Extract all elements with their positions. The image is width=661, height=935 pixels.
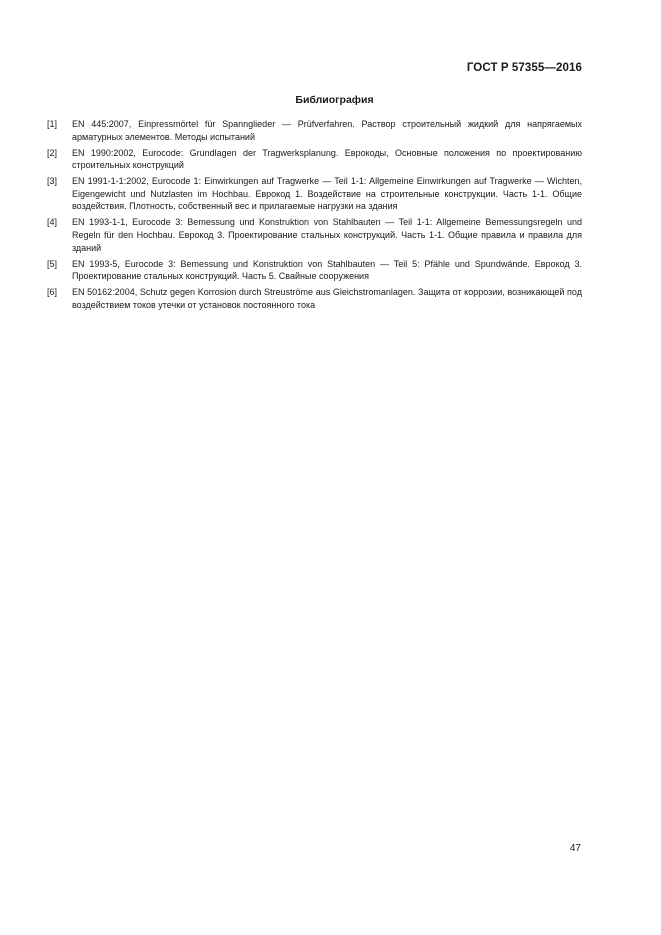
bibliography-item-number: [1] bbox=[47, 119, 58, 129]
bibliography-item-number: [3] bbox=[47, 176, 58, 187]
bibliography-item bbox=[47, 216, 582, 254]
bibliography-item-text: EN 1993-1-1, Eurocode 3: Bemessung und Konstruktion von Stahlbauten — Teil 1-1: Allgemeine Bemessungsregeln und Regeln für den Hochbau. Еврокод 3. Проектирование стальных конструкций. Часть 1-1. Общие правила и правила для зданий bbox=[72, 217, 582, 253]
bibliography-item-number: [6] bbox=[47, 287, 58, 298]
bibliography-item bbox=[47, 286, 582, 311]
document-code: ГОСТ Р 57355—2016 bbox=[466, 62, 582, 74]
page-number: 47 bbox=[569, 843, 581, 854]
bibliography-item-text: EN 1993-5, Eurocode 3: Bemessung und Konstruktion von Stahlbauten — Teil 5: Pfähle und Spundwände. Еврокод 3. Проектирование стальных конструкций. Часть 5. Свайные сооружения bbox=[72, 258, 582, 282]
bibliography-item-number: [5] bbox=[47, 258, 58, 269]
bibliography-item-number: [2] bbox=[47, 147, 58, 158]
bibliography-title: Библиография bbox=[295, 94, 374, 106]
bibliography-item bbox=[47, 258, 582, 283]
bibliography-item bbox=[47, 147, 582, 172]
bibliography-item bbox=[47, 118, 582, 143]
bibliography-item-text: EN 50162:2004, Schutz gegen Korrosion durch Streuströme aus Gleichstromanlagen. Защита от коррозии, возникающей под воздействием токов утечки от установок постоянного тока bbox=[72, 287, 582, 310]
bibliography-item bbox=[47, 175, 582, 213]
bibliography-item-text: EN 1990:2002, Eurocode: Grundlagen der Tragwerksplanung. Еврокоды, Основные положения по проектированию строительных конструкций bbox=[72, 147, 582, 171]
bibliography-item-number: [4] bbox=[47, 217, 58, 228]
bibliography-item-text: EN 445:2007, Einpressmörtel für Spannglieder — Prüfverfahren. Раствор строительный жидкий для напрягаемых арматурных элементов. Методы испытаний bbox=[72, 119, 582, 142]
bibliography-item-text: EN 1991-1-1:2002, Eurocode 1: Einwirkungen auf Tragwerke — Teil 1-1: Allgemeine Einwirkungen auf Tragwerke — Wichten, Eigengewicht und Nutzlasten im Hochbau. Еврокод 1. Воздействие на строительные конструкции. Часть 1-1. Общие воздействия. Плотность, собственный вес и прилагаемые нагрузки на здания bbox=[72, 176, 582, 212]
bibliography-list bbox=[47, 118, 582, 315]
